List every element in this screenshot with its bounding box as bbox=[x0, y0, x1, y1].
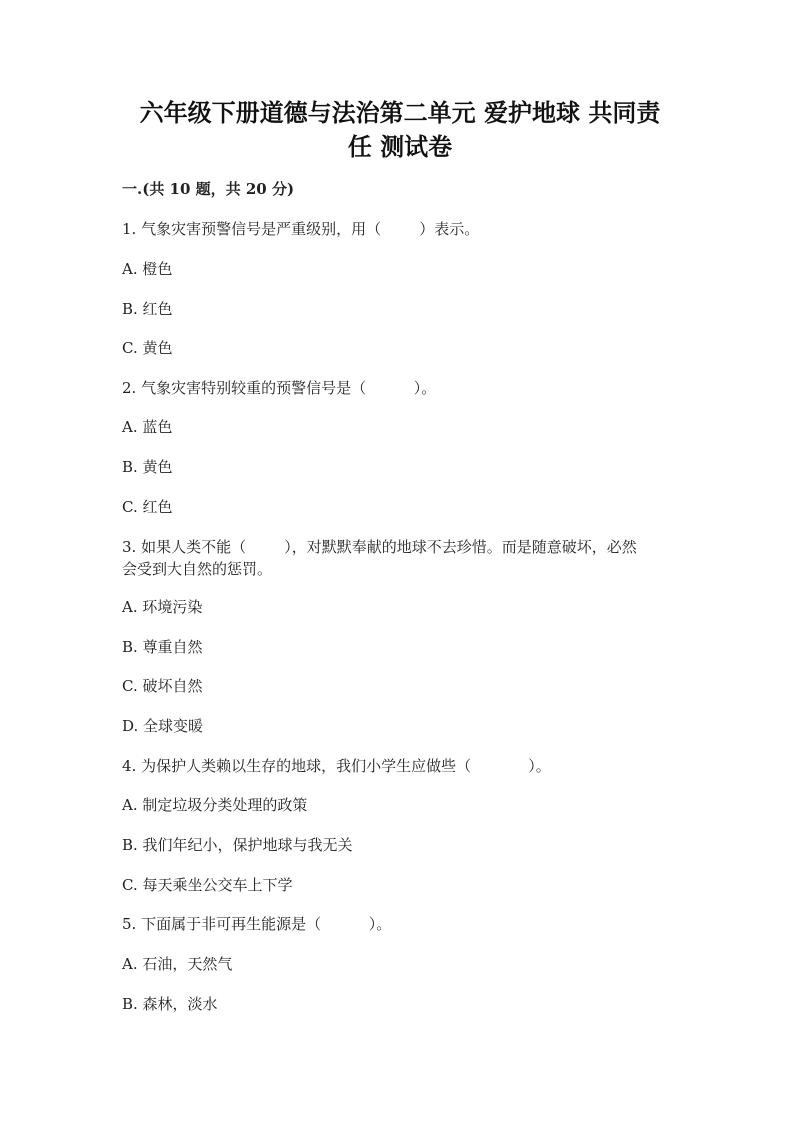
option-item: B. 尊重自然 bbox=[122, 638, 203, 656]
option-item: C. 黄色 bbox=[122, 339, 173, 357]
option-item: C. 破坏自然 bbox=[122, 677, 203, 695]
title-line-2: 任 测试卷 bbox=[347, 132, 453, 161]
option-item: B. 黄色 bbox=[122, 458, 173, 476]
question-stem-line-2: 会受到大自然的惩罚。 bbox=[122, 560, 273, 578]
option-item: A. 制定垃圾分类处理的政策 bbox=[122, 796, 308, 814]
title-line-1: 六年级下册道德与法治第二单元 爱护地球 共同责 bbox=[139, 98, 661, 127]
question-stem: 1. 气象灾害预警信号是严重级别，用（ ）表示。 bbox=[122, 220, 480, 238]
section-heading: 一.(共 10 题，共 20 分) bbox=[122, 180, 295, 198]
option-item: C. 每天乘坐公交车上下学 bbox=[122, 876, 293, 894]
question-stem: 2. 气象灾害特别较重的预警信号是（ ）。 bbox=[122, 379, 437, 397]
option-item: B. 我们年纪小，保护地球与我无关 bbox=[122, 836, 353, 854]
option-item: C. 红色 bbox=[122, 498, 173, 516]
option-item: B. 红色 bbox=[122, 300, 173, 318]
option-item: A. 环境污染 bbox=[122, 598, 203, 616]
option-item: D. 全球变暖 bbox=[122, 717, 204, 735]
option-item: A. 蓝色 bbox=[122, 418, 173, 436]
question-stem: 4. 为保护人类赖以生存的地球，我们小学生应做些（ ）。 bbox=[122, 757, 551, 775]
option-item: B. 森林，淡水 bbox=[122, 995, 218, 1013]
question-stem: 5. 下面属于非可再生能源是（ ）。 bbox=[122, 915, 392, 933]
option-item: A. 橙色 bbox=[122, 260, 173, 278]
option-item: A. 石油，天然气 bbox=[122, 955, 233, 973]
question-stem-line-1: 3. 如果人类不能（ ），对默默奉献的地球不去珍惜。而是随意破坏，必然 bbox=[122, 538, 637, 556]
exam-title bbox=[120, 96, 680, 164]
